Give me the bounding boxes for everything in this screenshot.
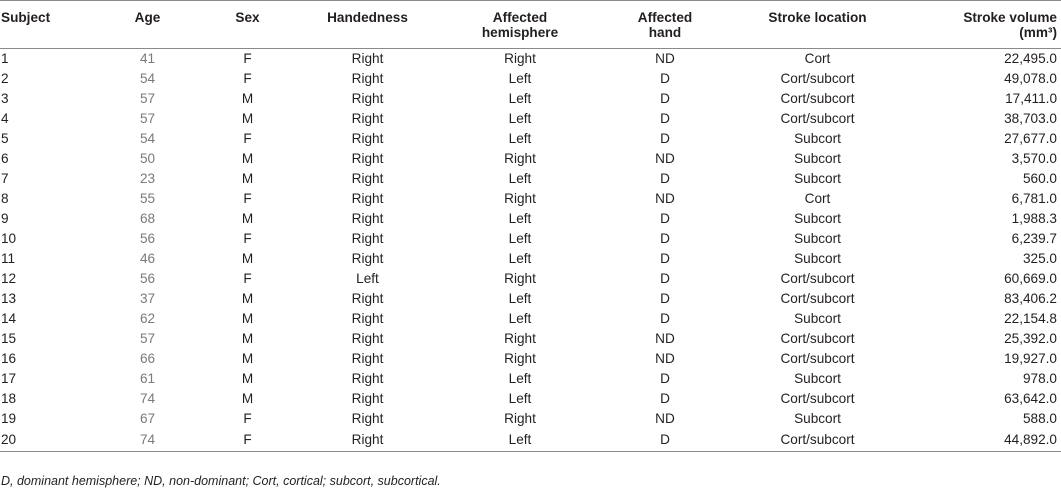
cell-handedness: Right [351,111,384,126]
cell-affected-hemisphere: Left [508,251,532,266]
cell-stroke-volume: 3,570.0 [1011,151,1057,166]
cell-sex: M [241,291,254,306]
cell-handedness: Right [351,171,384,186]
cell-affected-hemisphere: Left [508,371,532,386]
cell-stroke-location: Subcort [794,371,841,386]
cell-subject: 14 [1,311,17,326]
cell-handedness: Right [351,231,384,246]
cell-sex: M [241,171,254,186]
cell-handedness: Right [351,331,384,346]
cell-affected-hemisphere: Left [508,231,532,246]
cell-handedness: Right [351,391,384,406]
cell-affected-hand: ND [655,191,675,206]
cell-age: 46 [139,251,156,266]
cell-affected-hemisphere: Left [508,131,532,146]
table-header [0,1,1061,49]
cell-stroke-volume: 25,392.0 [1004,331,1057,346]
cell-affected-hand: D [660,131,670,146]
cell-subject: 5 [1,131,9,146]
cell-age: 67 [139,411,156,426]
cell-age: 37 [139,291,156,306]
cell-handedness: Right [351,71,384,86]
cell-handedness: Right [351,191,384,206]
table-row [0,309,1061,329]
cell-handedness: Right [351,251,384,266]
table-row [0,269,1061,289]
cell-sex: F [243,71,252,86]
cell-sex: M [241,251,254,266]
cell-stroke-location: Cort/subcort [780,111,855,126]
cell-handedness: Right [351,151,384,166]
table-row [0,189,1061,209]
table-row [0,329,1061,349]
cell-age: 57 [139,91,156,106]
cell-affected-hemisphere: Right [504,411,536,426]
cell-subject: 10 [1,231,17,246]
cell-handedness: Right [351,311,384,326]
cell-stroke-volume: 17,411.0 [1005,91,1057,106]
cell-stroke-location: Cort/subcort [780,331,855,346]
table-row [0,69,1061,89]
cell-stroke-location: Cort/subcort [780,351,855,366]
cell-subject: 6 [1,151,9,166]
cell-sex: M [241,111,254,126]
cell-affected-hand: ND [655,151,675,166]
cell-affected-hemisphere: Left [508,171,532,186]
cell-sex: F [243,131,252,146]
cell-stroke-location: Cort/subcort [780,431,855,447]
cell-stroke-location: Subcort [794,231,841,246]
cell-affected-hand: D [660,71,670,86]
table-body [0,49,1061,452]
cell-sex: M [241,211,254,226]
cell-affected-hand: D [660,291,670,306]
cell-subject: 1 [1,51,9,66]
cell-subject: 8 [1,191,9,206]
cell-affected-hemisphere: Left [508,431,532,447]
cell-stroke-location: Subcort [794,251,841,266]
header-handedness: Handedness [295,1,440,49]
cell-stroke-volume: 978.0 [1022,371,1057,386]
cell-age: 61 [139,371,156,386]
cell-age: 57 [139,331,156,346]
table-row [0,169,1061,189]
cell-subject: 18 [1,391,17,406]
header-row [0,1,1061,49]
cell-subject: 3 [1,91,9,106]
cell-stroke-volume: 49,078.0 [1004,71,1057,86]
cell-age: 55 [139,191,156,206]
cell-sex: M [241,351,254,366]
cell-age: 41 [139,51,156,66]
table-row [0,429,1061,451]
cell-stroke-location: Subcort [794,131,841,146]
table-row [0,109,1061,129]
cell-subject: 16 [1,351,17,366]
cell-age: 74 [139,391,156,406]
cell-stroke-location: Cort/subcort [780,91,855,106]
cell-sex: F [243,191,252,206]
cell-stroke-location: Subcort [794,151,841,166]
cell-subject: 9 [1,211,9,226]
header-subject: Subject [0,1,95,49]
table-row [0,229,1061,249]
cell-handedness: Right [351,351,384,366]
cell-affected-hemisphere: Right [504,331,536,346]
cell-sex: F [243,51,252,66]
cell-affected-hemisphere: Left [508,391,532,406]
cell-age: 62 [139,311,156,326]
cell-stroke-volume: 63,642.0 [1004,391,1057,406]
cell-age: 56 [139,271,156,286]
cell-handedness: Left [356,271,379,286]
cell-stroke-volume: 83,406.2 [1004,291,1057,306]
table-row [0,129,1061,149]
cell-affected-hand: D [660,251,670,266]
table-footnote: D, dominant hemisphere; ND, non-dominant; Cort, cortical; subcort, subcortical. [1,474,441,488]
table-row [0,289,1061,309]
cell-affected-hand: D [660,91,670,106]
table-row [0,249,1061,269]
cell-affected-hemisphere: Left [508,291,532,306]
cell-stroke-location: Subcort [794,171,841,186]
cell-sex: F [243,411,252,426]
cell-subject: 2 [1,71,9,86]
cell-affected-hand: D [660,171,670,186]
cell-stroke-location: Cort/subcort [780,71,855,86]
cell-affected-hand: D [660,371,670,386]
cell-affected-hand: D [660,111,670,126]
cell-age: 50 [139,151,156,166]
header-sex: Sex [200,1,295,49]
cell-stroke-location: Subcort [794,311,841,326]
cell-stroke-volume: 22,154.8 [1004,311,1057,326]
cell-stroke-location: Subcort [794,411,841,426]
cell-sex: M [241,331,254,346]
cell-stroke-volume: 60,669.0 [1004,271,1057,286]
cell-subject: 12 [1,271,17,286]
cell-affected-hand: D [660,211,670,226]
cell-handedness: Right [351,131,384,146]
header-age: Age [95,1,200,49]
cell-age: 57 [139,111,156,126]
cell-subject: 20 [1,431,17,447]
cell-stroke-volume: 27,677.0 [1004,131,1057,146]
cell-handedness: Right [351,371,384,386]
cell-sex: M [241,311,254,326]
cell-affected-hand: D [660,231,670,246]
cell-subject: 11 [1,251,16,266]
header-stroke-location: Stroke location [730,1,905,49]
cell-affected-hemisphere: Right [504,51,536,66]
cell-affected-hemisphere: Left [508,111,532,126]
header-affected-hand: Affected hand [600,1,730,49]
cell-sex: F [243,271,252,286]
cell-subject: 15 [1,331,17,346]
cell-affected-hand: D [660,431,670,447]
cell-sex: M [241,371,254,386]
cell-age: 66 [139,351,156,366]
cell-affected-hand: D [660,271,670,286]
cell-stroke-volume: 1,988.3 [1011,211,1057,226]
cell-affected-hand: D [660,391,670,406]
cell-age: 54 [139,131,156,146]
table-row [0,149,1061,169]
table-row [0,209,1061,229]
cell-stroke-location: Cort/subcort [780,271,855,286]
cell-handedness: Right [351,291,384,306]
cell-age: 74 [139,431,156,447]
cell-handedness: Right [351,51,384,66]
cell-subject: 19 [1,411,17,426]
cell-stroke-volume: 588.0 [1022,411,1057,426]
cell-stroke-volume: 19,927.0 [1004,351,1057,366]
cell-affected-hemisphere: Left [508,71,532,86]
cell-subject: 4 [1,111,9,126]
cell-affected-hand: D [660,311,670,326]
cell-sex: M [241,151,254,166]
cell-affected-hemisphere: Right [504,271,536,286]
cell-sex: F [243,231,252,246]
table-row [0,89,1061,109]
table-row [0,49,1061,70]
cell-subject: 17 [1,371,17,386]
cell-stroke-volume: 6,239.7 [1011,231,1057,246]
cell-affected-hand: ND [655,331,675,346]
cell-affected-hand: ND [655,51,675,66]
cell-handedness: Right [351,411,384,426]
cell-handedness: Right [351,431,384,447]
cell-affected-hand: ND [655,411,675,426]
header-affected-hemisphere: Affected hemisphere [440,1,600,49]
cell-stroke-location: Cort [804,51,831,66]
cell-subject: 7 [1,171,9,186]
cell-affected-hemisphere: Left [508,311,532,326]
cell-stroke-volume: 44,892.0 [1004,431,1057,447]
cell-stroke-location: Subcort [794,211,841,226]
cell-subject: 13 [1,291,17,306]
table-row [0,409,1061,429]
cell-sex: F [243,431,252,447]
cell-stroke-volume: 325.0 [1022,251,1057,266]
table-row [0,369,1061,389]
cell-age: 54 [139,71,156,86]
cell-stroke-volume: 38,703.0 [1004,111,1057,126]
cell-handedness: Right [351,91,384,106]
cell-stroke-volume: 6,781.0 [1011,191,1057,206]
cell-affected-hand: ND [655,351,675,366]
cell-age: 23 [139,171,156,186]
table-row [0,349,1061,369]
cell-stroke-volume: 22,495.0 [1004,51,1057,66]
cell-stroke-volume: 560.0 [1022,171,1057,186]
cell-sex: M [241,91,254,106]
cell-age: 56 [139,231,156,246]
cell-stroke-location: Cort [804,191,831,206]
cell-affected-hemisphere: Right [504,191,536,206]
cell-stroke-location: Cort/subcort [780,391,855,406]
cell-sex: M [241,391,254,406]
cell-handedness: Right [351,211,384,226]
cell-stroke-location: Cort/subcort [780,291,855,306]
cell-affected-hemisphere: Left [508,91,532,106]
table-row [0,389,1061,409]
cell-age: 68 [139,211,156,226]
cell-affected-hemisphere: Right [504,151,536,166]
cell-affected-hemisphere: Right [504,351,536,366]
cell-affected-hemisphere: Left [508,211,532,226]
header-stroke-volume: Stroke volume (mm³) [905,1,1061,49]
